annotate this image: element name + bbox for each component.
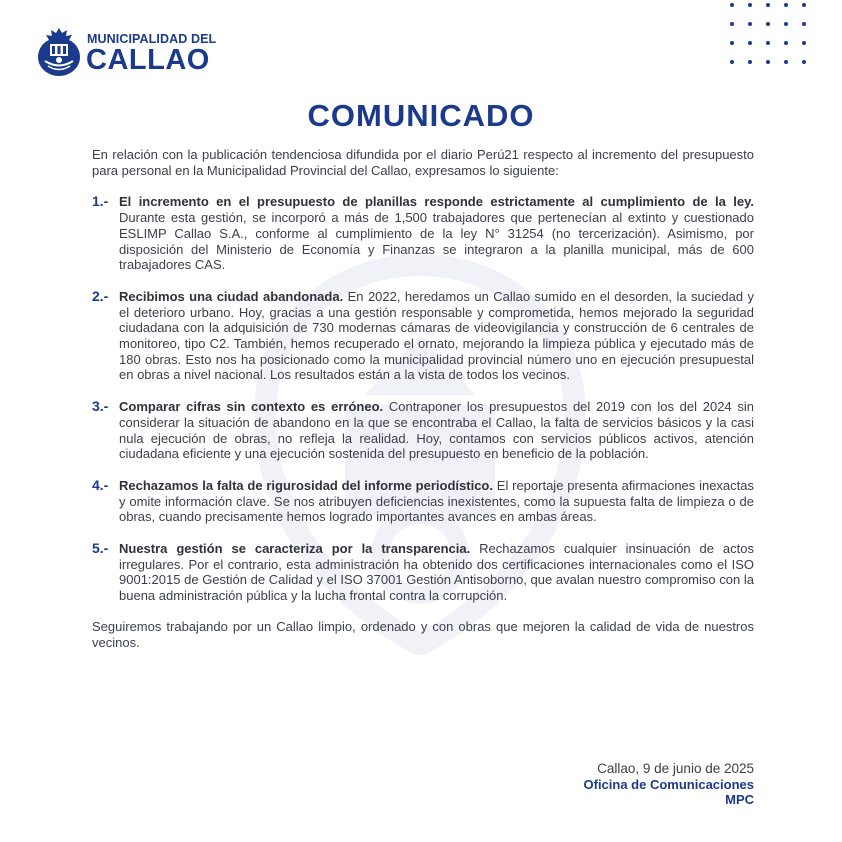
item-number: 2.- (92, 287, 109, 304)
list-item (92, 478, 754, 525)
item-body: En 2022, heredamos un Callao sumido en el desorden, la suciedad y el deterioro urbano. Hoy, gracias a una gestión responsable y comprometida, hemos mejorado la seguridad ciudadana con la adquisición de 730 modernas cámaras de videovigilancia y construcción de 6 centrales de monitoreo, tipo C2. También, hemos recuperado el ornato, mejorando la limpieza pública y ejecutado más de 180 obras. Esto nos ha posicionado como la municipalidad provincial número uno en ejecución presupuestal en obras a nivel nacional. Los resultados están a la vista de todos los vecinos. (119, 288, 755, 383)
signature-block (584, 761, 755, 808)
decorative-dot (802, 22, 806, 26)
item-body: Contraponer los presupuestos del 2019 con los del 2024 sin considerar la situación de abandono en la que se encontraba el Callao, la falta de servicios básicos y la casi nula ejecución de obras, no refleja la realidad. Hoy, contamos con servicios públicos activos, atención ciudadana eficiente y una ejecución sostenida del presupuesto en beneficio de la población. (119, 399, 754, 462)
decorative-dot (730, 60, 734, 64)
item-body: Durante esta gestión, se incorporó a más de 1,500 trabajadores que pertenecían al extinto y cuestionado ESLIMP Callao S.A., conforme al cumplimiento de la ley N° 31254 (no tercerización). Asimismo, por disposición del Ministerio de Economía y Finanzas se integraron a la planilla municipal, más de 600 trabajadores CAS. (119, 210, 754, 273)
item-number: 4.- (92, 476, 109, 493)
decorative-dot (730, 22, 734, 26)
closing-paragraph: Seguiremos trabajando por un Callao limpio, ordenado y con obras que mejoren la calidad de vida de nuestros vecinos. (92, 618, 754, 650)
intro-paragraph: En relación con la publicación tendenciosa difundida por el diario Perú21 respecto al incremento del presupuesto para personal en la Municipalidad Provincial del Callao, expresamos lo siguiente: (92, 147, 754, 178)
decorative-dot (784, 41, 788, 45)
item-heading: Rechazamos la falta de rigurosidad del informe periodístico. (119, 477, 493, 493)
list-item (92, 541, 754, 604)
decorative-dot (766, 3, 770, 7)
decorative-dot-grid (727, 0, 807, 80)
item-heading: El incremento en el presupuesto de planillas responde estrictamente al cumplimiento de la ley. (119, 194, 754, 210)
decorative-dot (784, 3, 788, 7)
communique-body (92, 147, 754, 650)
item-text (119, 194, 754, 273)
logo-text-callao: CALLAO (86, 44, 210, 76)
signature-date: Callao, 9 de junio de 2025 (597, 761, 754, 776)
logo-text-municipalidad: MUNICIPALIDAD DEL (87, 32, 217, 46)
callao-shield-icon (36, 26, 82, 78)
item-text (119, 289, 754, 383)
list-item (92, 194, 754, 273)
decorative-dot (766, 22, 770, 26)
decorative-dot (784, 60, 788, 64)
decorative-dot (748, 60, 752, 64)
decorative-dot (766, 60, 770, 64)
item-number: 5.- (92, 540, 109, 557)
decorative-dot (748, 41, 752, 45)
item-heading: Comparar cifras sin contexto es erróneo. (119, 399, 384, 415)
item-body: El reportaje presenta afirmaciones inexactas y omite información clave. Se nos atribuyen deficiencias inexistentes, como la supuesta falta de limpieza o de obras, cuando precisamente hemos logrado importantes avances en ambas áreas. (119, 477, 754, 525)
item-number: 3.- (92, 398, 109, 415)
item-heading: Recibimos una ciudad abandonada. (119, 288, 344, 304)
decorative-dot (730, 3, 734, 7)
decorative-dot (802, 41, 806, 45)
decorative-dot (784, 22, 788, 26)
item-heading: Nuestra gestión se caracteriza por la transparencia. (119, 541, 471, 557)
decorative-dot (730, 41, 734, 45)
item-number: 1.- (92, 193, 109, 210)
list-item (92, 289, 754, 383)
decorative-dot (766, 41, 770, 45)
decorative-dot (802, 3, 806, 7)
signature-org: MPC (725, 792, 754, 807)
item-text (119, 478, 754, 525)
item-text (119, 541, 754, 604)
list-item (92, 399, 754, 462)
page-title: COMUNICADO (307, 98, 535, 133)
decorative-dot (748, 22, 752, 26)
decorative-dot (748, 3, 752, 7)
item-text (119, 399, 754, 462)
signature-office: Oficina de Comunicaciones (583, 776, 754, 792)
item-body: Rechazamos cualquier insinuación de actos irregulares. Por el contrario, esta administración ha obtenido dos certificaciones internacionales como el ISO 9001:2015 de Gestión de Calidad y el ISO 37001 Gestión Antisoborno, que avalan nuestro compromiso con la buena administración pública y la lucha frontal contra la corrupción. (119, 541, 754, 604)
decorative-dot (802, 60, 806, 64)
municipal-logo (36, 26, 236, 80)
